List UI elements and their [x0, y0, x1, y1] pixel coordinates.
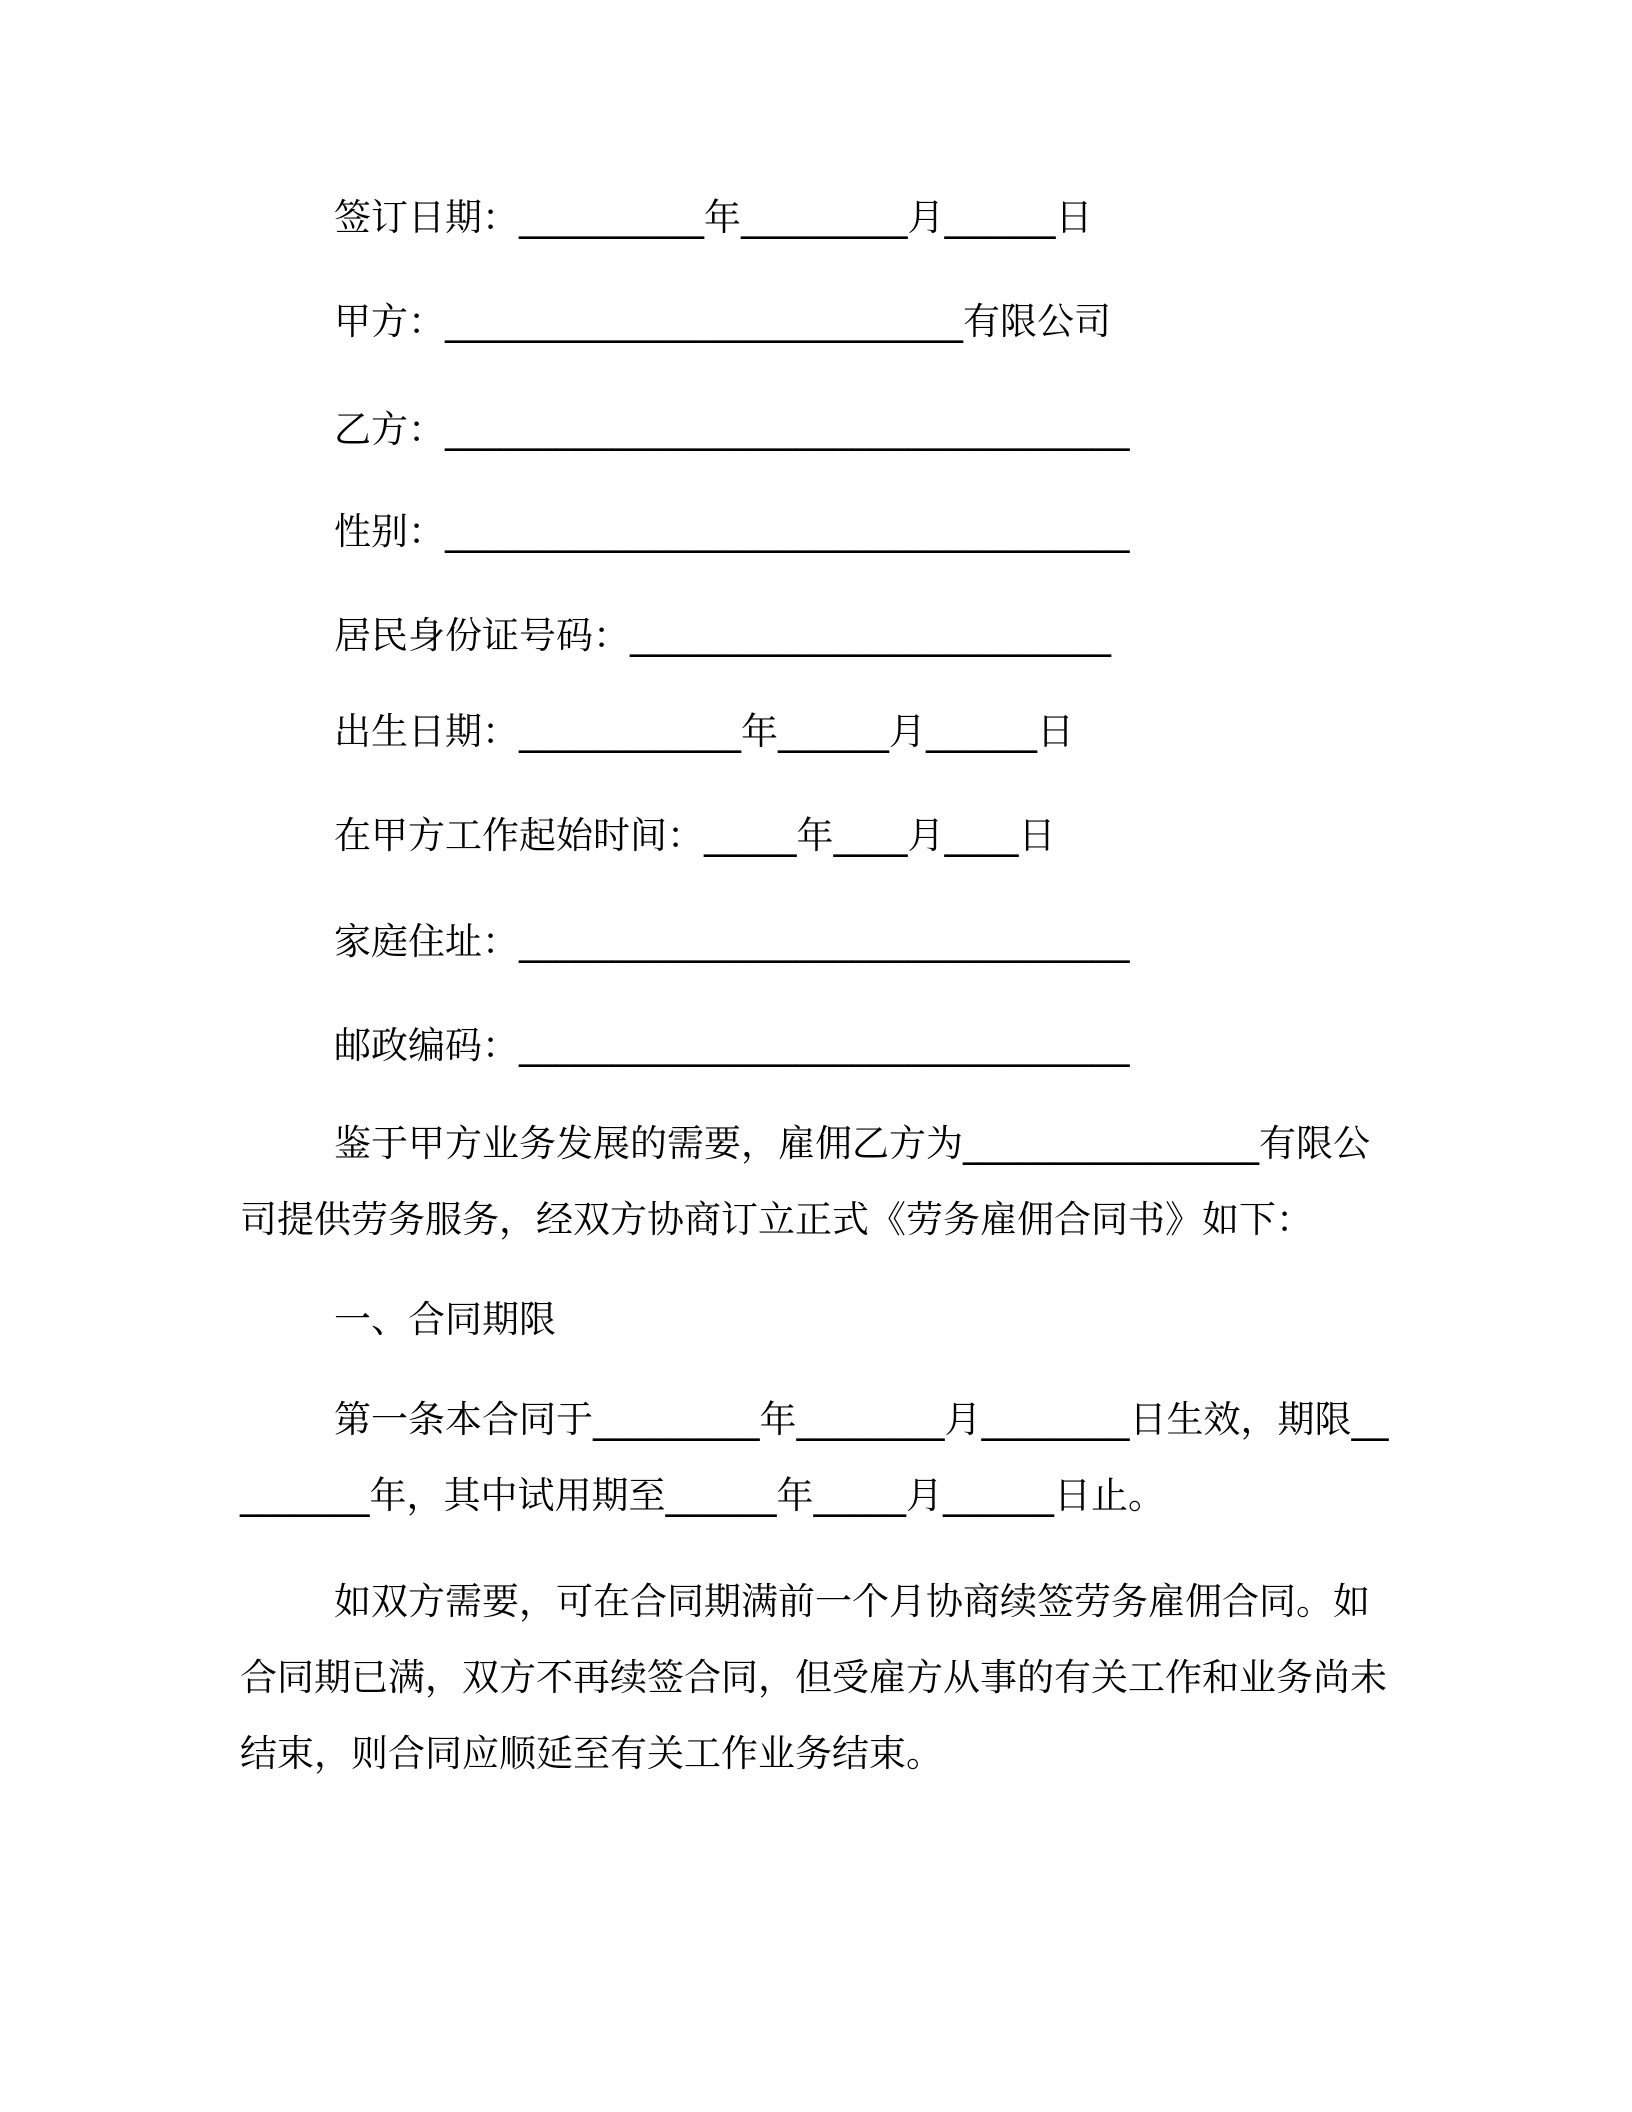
- id-number-line: 居民身份证号码：__________________________: [334, 614, 1111, 657]
- renewal-paragraph: [240, 1564, 1400, 1792]
- gender-line: 性别：_____________________________________: [334, 510, 1130, 553]
- intro-text: 鉴于甲方业务发展的需要，雇佣乙方为________________有限公司提供劳务服务，经双方协商订立正式《劳务雇佣合同书》如下：: [240, 1122, 1370, 1241]
- party-b-line: 乙方：_____________________________________: [334, 408, 1130, 451]
- renewal-text: 如双方需要，可在合同期满前一个月协商续签劳务雇佣合同。如合同期已满，双方不再续签合同，但受雇方从事的有关工作和业务尚未结束，则合同应顺延至有关工作业务结束。: [240, 1580, 1387, 1775]
- postal-code-line: 邮政编码：_________________________________: [334, 1024, 1130, 1067]
- party-a-line: 甲方：____________________________有限公司: [334, 300, 1111, 343]
- section-1-title: 一、合同期限: [334, 1298, 556, 1341]
- article-1-text: 第一条本合同于_________年________月________日生效，期限_________年，其中试用期至______年_____月______日止。: [240, 1398, 1389, 1517]
- birth-date-line: 出生日期：____________年______月______日: [334, 710, 1074, 753]
- start-work-line: 在甲方工作起始时间：_____年____月____日: [334, 814, 1056, 857]
- intro-paragraph: [240, 1106, 1400, 1258]
- sign-date-line: 签订日期：__________年_________月______日: [334, 196, 1093, 239]
- home-address-line: 家庭住址：_________________________________: [334, 920, 1130, 963]
- article-1-paragraph: [240, 1382, 1400, 1534]
